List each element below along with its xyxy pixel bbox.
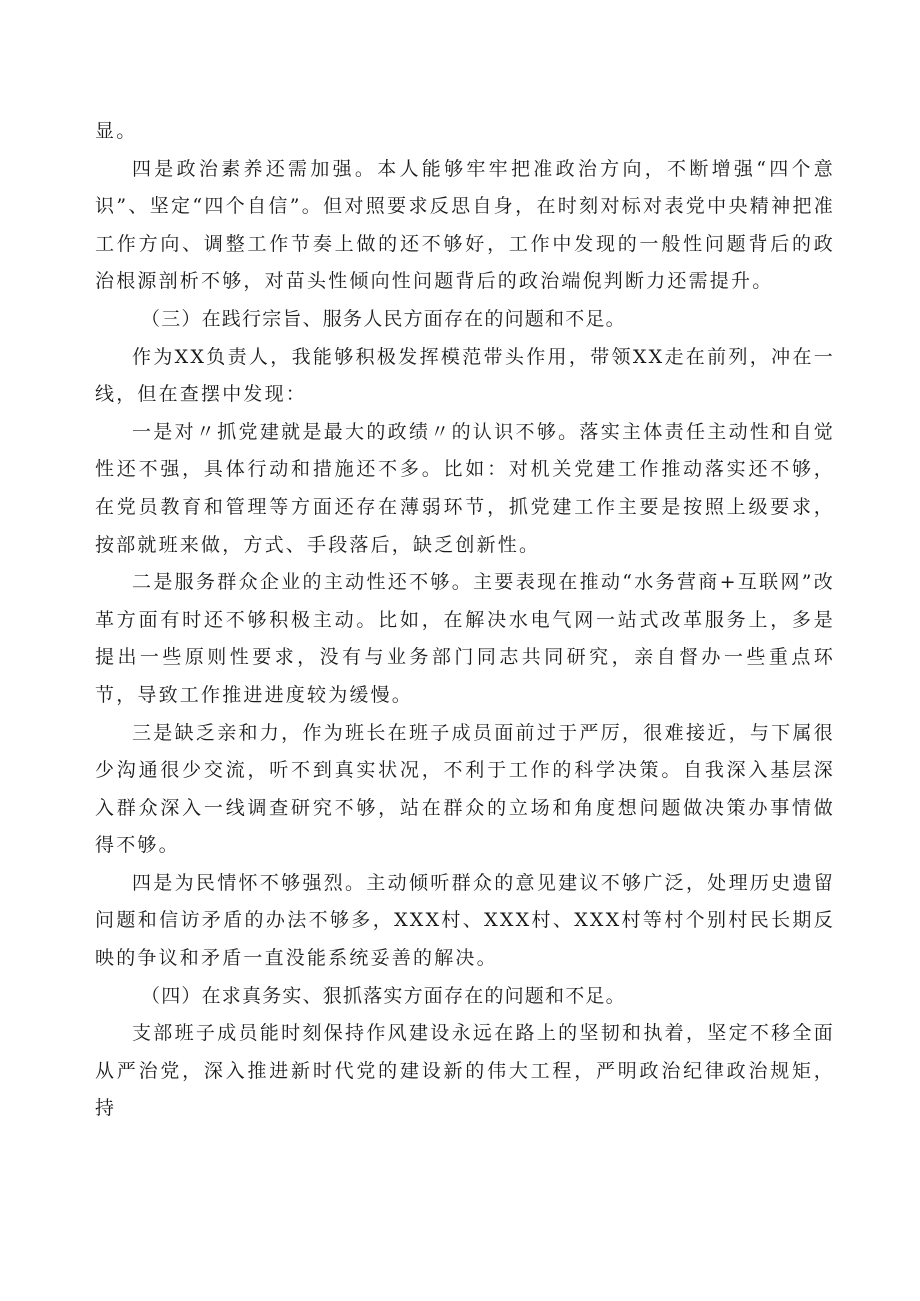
- section-heading-3: （三）在践行宗旨、服务人民方面存在的问题和不足。: [141, 307, 626, 330]
- paragraph-continuation: 显。: [95, 120, 138, 142]
- paragraph-point-4: 四是为民情怀不够强烈。主动倾听群众的意见建议不够广泛，处理历史遗留问题和信访矛盾的办法不够多，XXX村、XXX村、XXX村等村个别村民长期反映的争议和矛盾一直没能系统妥善的解决。: [95, 871, 835, 970]
- section-heading-4: （四）在求真务实、狠抓落实方面存在的问题和不足。: [141, 984, 626, 1007]
- paragraph-branch-team: 支部班子成员能时刻保持作风建设永远在路上的坚韧和执着，坚定不移全面从严治党，深入推进新时代党的建设新的伟大工程，严明政治纪律政治规矩，持: [95, 1022, 835, 1120]
- paragraph-intro: 作为XX负责人，我能够积极发挥模范带头作用，带领XX走在前列，冲在一线，但在查摆中发现：: [95, 345, 835, 406]
- paragraph-point-3: 三是缺乏亲和力，作为班长在班子成员面前过于严厉，很难接近，与下属很少沟通很少交流，听不到真实状况，不利于工作的科学决策。自我深入基层深入群众深入一线调查研究不够，站在群众的立场和角度想问题做决策办事情做得不够。: [95, 721, 835, 857]
- paragraph-point-2: 二是服务群众企业的主动性还不够。主要表现在推动“水务营商+互联网”改革方面有时还不够积极主动。比如，在解决水电气网一站式改革服务上，多是提出一些原则性要求，没有与业务部门同志共同研究，亲自督办一些重点环节，导致工作推进进度较为缓慢。: [95, 571, 835, 706]
- paragraph-political-literacy: 四是政治素养还需加强。本人能够牢牢把准政治方向，不断增强“四个意识”、坚定“四个自信”。但对照要求反思自身，在时刻对标对表党中央精神把准工作方向、调整工作节奏上做的还不够好，工作中发现的一般性问题背后的政治根源剖析不够，对苗头性倾向性问题背后的政治端倪判断力还需提升。: [95, 157, 835, 293]
- paragraph-point-1: 一是对〃抓党建就是最大的政绩〃的认识不够。落实主体责任主动性和自觉性还不强，具体行动和措施还不多。比如：对机关党建工作推动落实还不够，在党员教育和管理等方面还存在薄弱环节，抓党建工作主要是按照上级要求，按部就班来做，方式、手段落后，缺乏创新性。: [95, 420, 835, 556]
- document-body: [95, 113, 835, 1128]
